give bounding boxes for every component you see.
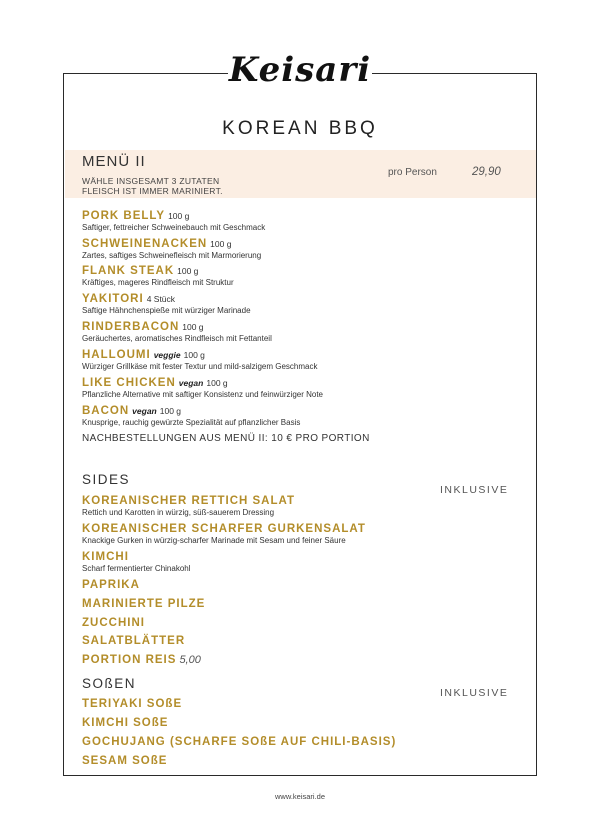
- item-description: Geräuchertes, aromatisches Rindfleisch mit Fettanteil: [82, 334, 272, 343]
- sauces-inclusive-label: INKLUSIVE: [440, 687, 509, 699]
- sauces-heading: SOßEN: [82, 676, 137, 691]
- menu-subtitle-line-2: FLEISCH IST IMMER MARINIERT.: [82, 186, 223, 196]
- item-diet-tag: vegan: [132, 406, 157, 416]
- side-item: [82, 577, 140, 592]
- sauce-item: [82, 734, 396, 749]
- side-description: Rettich und Karotten in würzig, süß-sauerem Dressing: [82, 508, 275, 517]
- item-quantity: 100 g: [168, 211, 190, 221]
- item-name: FLANK STEAK: [82, 265, 175, 277]
- side-item: [82, 549, 191, 574]
- menu-subtitle: [82, 176, 223, 196]
- item-name: LIKE CHICKEN: [82, 377, 176, 389]
- side-name: MARINIERTE PILZE: [82, 598, 206, 610]
- item-description: Kräftiges, mageres Rindfleisch mit Struktur: [82, 278, 234, 287]
- item-description: Saftiger, fettreicher Schweinebauch mit Geschmack: [82, 223, 266, 232]
- item-quantity: 100 g: [183, 350, 205, 360]
- item-name: HALLOUMI: [82, 349, 151, 361]
- sauce-name: TERIYAKI SOßE: [82, 698, 183, 710]
- item-name: SCHWEINENACKEN: [82, 238, 208, 250]
- item-quantity: 100 g: [159, 406, 182, 416]
- side-item: [82, 615, 145, 630]
- item-description: Knusprige, rauchig gewürzte Spezialität auf pflanzlicher Basis: [82, 418, 301, 427]
- item-description: Würziger Grillkäse mit fester Textur und mild-salzigem Geschmack: [82, 362, 318, 371]
- side-item: [82, 521, 366, 546]
- item-quantity: 100 g: [177, 266, 199, 276]
- side-name: PORTION REIS: [82, 654, 177, 666]
- sauce-item: [82, 696, 182, 711]
- menu-item: [82, 236, 261, 261]
- sauce-item: [82, 753, 167, 768]
- item-name: RINDERBACON: [82, 321, 180, 333]
- sauce-name: KIMCHI SOßE: [82, 717, 169, 729]
- menu-item: [82, 347, 317, 372]
- item-quantity: 4 Stück: [146, 294, 176, 304]
- menu-item: [82, 263, 234, 288]
- item-name: PORK BELLY: [82, 210, 166, 222]
- menu-item: [82, 319, 272, 344]
- item-description: Zartes, saftiges Schweinefleisch mit Marmorierung: [82, 251, 262, 260]
- side-item: [82, 652, 201, 667]
- item-quantity: 100 g: [210, 239, 232, 249]
- item-quantity: 100 g: [182, 322, 204, 332]
- brand-logo: Keisari: [228, 50, 372, 90]
- side-name: KOREANISCHER RETTICH SALAT: [82, 495, 295, 507]
- side-item: [82, 596, 205, 611]
- menu-item: [82, 403, 300, 428]
- per-person-label: pro Person: [388, 167, 437, 178]
- side-name: PAPRIKA: [82, 579, 140, 591]
- side-name: ZUCCHINI: [82, 617, 145, 629]
- side-item: [82, 633, 185, 648]
- sauce-name: SESAM SOßE: [82, 755, 168, 767]
- menu-item: [82, 375, 323, 400]
- side-description: Knackige Gurken in würzig-scharfer Marinade mit Sesam und feiner Säure: [82, 536, 346, 545]
- menu-price: 29,90: [472, 166, 501, 178]
- item-diet-tag: veggie: [153, 350, 181, 360]
- item-description: Saftige Hähnchenspieße mit würziger Marinade: [82, 306, 251, 315]
- item-name: BACON: [82, 405, 130, 417]
- item-diet-tag: vegan: [178, 378, 204, 388]
- menu-subtitle-line-1: WÄHLE INSGESAMT 3 ZUTATEN: [82, 176, 220, 186]
- side-name: KOREANISCHER SCHARFER GURKENSALAT: [82, 523, 366, 535]
- menu-item: [82, 208, 265, 233]
- sides-heading: SIDES: [82, 472, 131, 487]
- footer-url: www.keisari.de: [274, 792, 326, 801]
- side-price: 5,00: [179, 654, 201, 666]
- sauce-item: [82, 715, 168, 730]
- side-description: Scharf fermentierter Chinakohl: [82, 564, 191, 573]
- item-quantity: 100 g: [206, 378, 228, 388]
- side-item: [82, 493, 295, 518]
- menu-item: [82, 291, 251, 316]
- sauce-name: GOCHUJANG (SCHARFE SOßE AUF CHILI-BASIS): [82, 736, 397, 748]
- item-description: Pflanzliche Alternative mit saftiger Konsistenz und feinwürziger Note: [82, 390, 324, 399]
- menu-heading: MENÜ II: [82, 153, 146, 170]
- side-name: SALATBLÄTTER: [82, 635, 186, 647]
- reorder-note: NACHBESTELLUNGEN AUS MENÜ II: 10 € PRO PORTION: [82, 433, 370, 444]
- item-name: YAKITORI: [82, 293, 144, 305]
- sides-inclusive-label: INKLUSIVE: [440, 484, 509, 496]
- page-title: KOREAN BBQ: [222, 118, 378, 139]
- side-name: KIMCHI: [82, 551, 129, 563]
